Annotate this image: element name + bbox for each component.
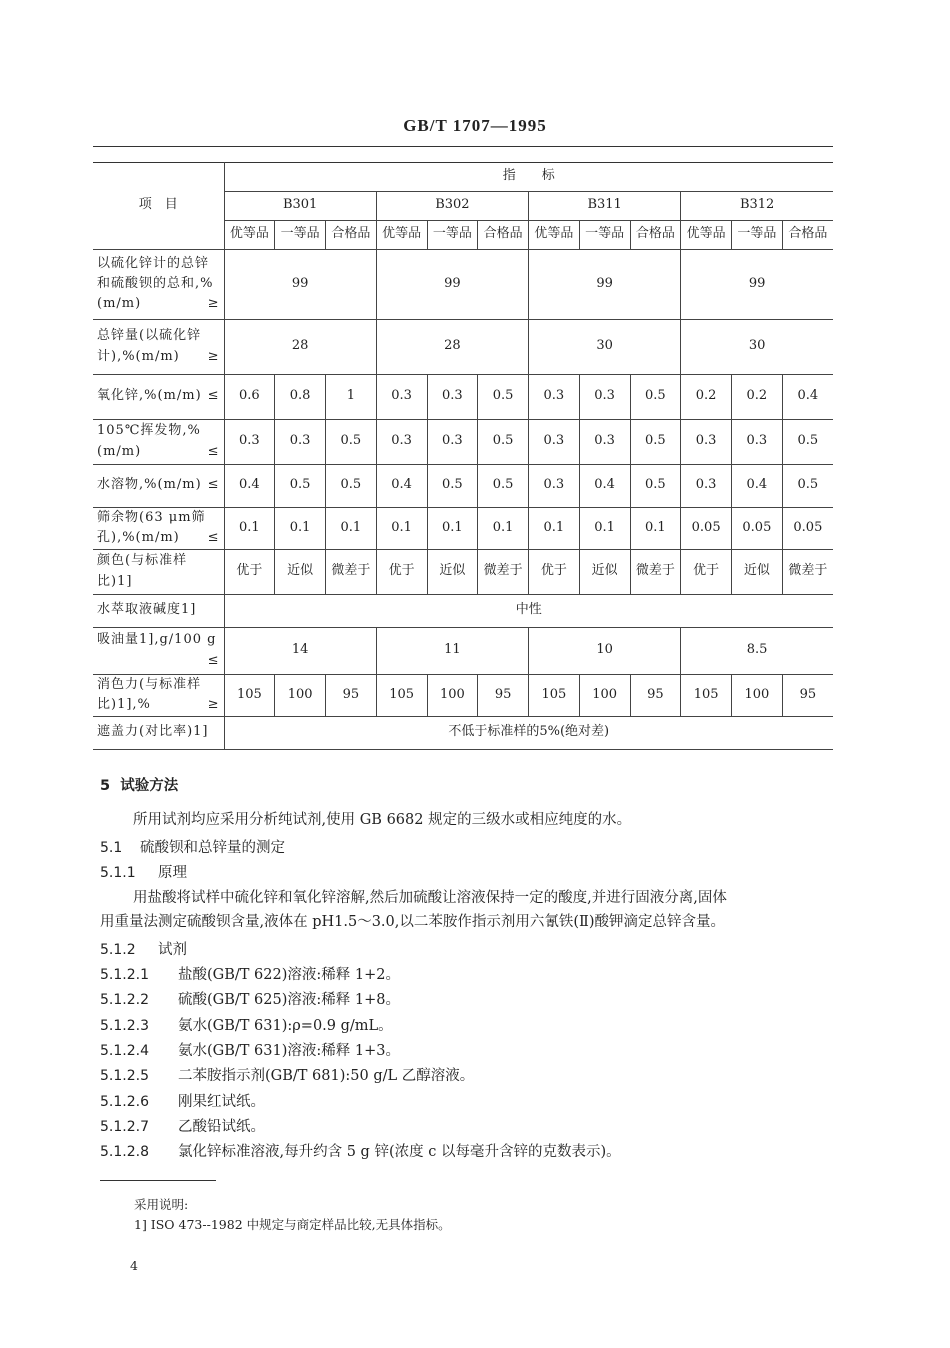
value-cell: 14 — [224, 627, 376, 674]
row-label-text: 总锌量(以硫化锌计),%(m/m) — [97, 328, 202, 364]
principle-line-2: 用重量法测定硫酸钡含量,液体在 pH1.5～3.0,以二苯胺作指示剂用六氰铁(Ⅱ)酸钾滴定总锌含量。 — [100, 914, 726, 930]
value-cell: 0.05 — [782, 507, 833, 549]
table-row — [93, 716, 833, 749]
page-number: 4 — [130, 1258, 138, 1273]
reagent-text: 盐酸(GB/T 622)溶液:稀释 1+2。 — [178, 967, 400, 983]
value-cell: 99 — [224, 249, 376, 319]
section-title: 试验方法 — [120, 778, 179, 794]
reagent-text: 二苯胺指示剂(GB/T 681):50 g/L 乙醇溶液。 — [178, 1068, 475, 1085]
value-cell: 1 — [326, 374, 377, 419]
footnote-text: 1] ISO 473--1982 中规定与商定样品比较,无具体指标。 — [134, 1217, 451, 1232]
principle-line-1: 用盐酸将试样中硫化锌和氧化锌溶解,然后加硫酸让溶液保持一定的酸度,并进行固液分离,固体 — [133, 890, 727, 906]
value-cell: 优于 — [224, 549, 275, 594]
value-cell: 0.1 — [427, 507, 478, 549]
value-cell: 0.4 — [579, 464, 630, 507]
value-cell: 0.2 — [681, 374, 732, 419]
row-label — [93, 249, 224, 319]
subsection-5-1-1 — [100, 861, 187, 882]
limit-sign: ≤ — [207, 443, 220, 459]
row-label — [93, 674, 224, 716]
limit-sign: ≥ — [207, 296, 220, 312]
level-header: 一等品 — [732, 220, 783, 249]
level-header: 优等品 — [681, 220, 732, 249]
value-cell: 0.1 — [224, 507, 275, 549]
value-cell: 95 — [326, 674, 377, 716]
limit-sign: ≥ — [207, 348, 220, 364]
value-cell: 0.5 — [478, 464, 529, 507]
footnote-label: 采用说明: — [134, 1197, 189, 1212]
level-header: 一等品 — [275, 220, 326, 249]
value-cell: 0.4 — [732, 464, 783, 507]
specification-table — [93, 162, 833, 750]
subsection-number: 5.1.2 — [100, 942, 136, 958]
reagent-item — [100, 1039, 400, 1060]
reagent-item — [100, 1014, 393, 1035]
value-cell: 0.3 — [376, 419, 427, 464]
value-cell: 95 — [630, 674, 681, 716]
level-header: 一等品 — [427, 220, 478, 249]
row-label — [93, 319, 224, 374]
reagent-number: 5.1.2.3 — [100, 1017, 149, 1034]
reagent-text: 硫酸(GB/T 625)溶液:稀释 1+8。 — [178, 992, 400, 1009]
row-label — [93, 507, 224, 549]
level-header: 优等品 — [224, 220, 275, 249]
grade-header: B312 — [681, 191, 833, 220]
reagent-item — [100, 1115, 265, 1136]
row-label-text: 筛余物(63 μm筛孔),%(m/m) — [97, 509, 206, 545]
reagent-text: 刚果红试纸。 — [178, 1093, 265, 1110]
value-cell: 105 — [529, 674, 580, 716]
row-label — [93, 716, 224, 749]
subsection-5-1-2 — [100, 938, 187, 959]
row-label-text: 105℃挥发物,%(m/m) — [97, 423, 201, 459]
value-cell: 0.1 — [529, 507, 580, 549]
value-cell: 0.3 — [579, 374, 630, 419]
value-cell: 99 — [681, 249, 833, 319]
value-cell: 0.5 — [478, 419, 529, 464]
value-cell: 105 — [681, 674, 732, 716]
reagent-text: 氯化锌标准溶液,每升约含 5 g 锌(浓度 c 以每毫升含锌的克数表示)。 — [178, 1144, 621, 1161]
value-cell: 0.4 — [782, 374, 833, 419]
level-header: 优等品 — [529, 220, 580, 249]
value-cell: 0.1 — [275, 507, 326, 549]
row-label — [93, 549, 224, 594]
reagent-item — [100, 1140, 621, 1161]
level-header: 合格品 — [782, 220, 833, 249]
value-cell: 0.5 — [427, 464, 478, 507]
grade-header: B311 — [529, 191, 681, 220]
reagent-number: 5.1.2.4 — [100, 1042, 149, 1059]
value-cell: 微差于 — [782, 549, 833, 594]
value-cell: 0.3 — [376, 374, 427, 419]
value-cell: 0.5 — [275, 464, 326, 507]
value-cell: 0.3 — [681, 419, 732, 464]
row-label — [93, 594, 224, 627]
limit-sign: ≤ — [207, 530, 220, 545]
value-cell: 0.4 — [376, 464, 427, 507]
reagent-item — [100, 1064, 474, 1085]
subsection-number: 5.1.1 — [100, 865, 136, 881]
table-row — [93, 549, 833, 594]
level-header: 合格品 — [630, 220, 681, 249]
value-cell: 0.1 — [478, 507, 529, 549]
value-cell: 0.1 — [376, 507, 427, 549]
reagent-text: 氨水(GB/T 631)溶液:稀释 1+3。 — [178, 1042, 400, 1059]
limit-sign: ≤ — [207, 652, 220, 668]
value-cell: 95 — [478, 674, 529, 716]
table-row — [93, 464, 833, 507]
value-cell: 优于 — [376, 549, 427, 594]
row-label-text: 消色力(与标准样比)1],% — [97, 676, 202, 712]
value-cell: 0.3 — [275, 419, 326, 464]
table-row — [93, 594, 833, 627]
value-cell: 0.3 — [529, 464, 580, 507]
value-cell: 10 — [529, 627, 681, 674]
value-cell: 0.3 — [681, 464, 732, 507]
value-cell: 微差于 — [326, 549, 377, 594]
row-label-text: 水萃取液碱度1] — [97, 602, 197, 618]
reagent-item — [100, 988, 400, 1009]
reagent-number: 5.1.2.2 — [100, 992, 149, 1009]
value-cell: 0.3 — [529, 374, 580, 419]
table-row — [93, 507, 833, 549]
value-cell: 30 — [681, 319, 833, 374]
row-label — [93, 374, 224, 419]
value-cell: 99 — [529, 249, 681, 319]
subsection-title: 试剂 — [158, 942, 187, 958]
section-number: 5 — [100, 778, 111, 794]
value-cell: 105 — [376, 674, 427, 716]
reagent-text: 氨水(GB/T 631):ρ=0.9 g/mL。 — [178, 1017, 393, 1034]
value-cell: 优于 — [681, 549, 732, 594]
value-cell: 0.3 — [732, 419, 783, 464]
item-header: 项 目 — [93, 162, 224, 249]
table-row — [93, 627, 833, 674]
value-cell: 0.3 — [224, 419, 275, 464]
level-header: 合格品 — [478, 220, 529, 249]
value-cell: 30 — [529, 319, 681, 374]
value-cell: 0.5 — [630, 374, 681, 419]
value-cell: 0.5 — [326, 464, 377, 507]
value-cell: 100 — [732, 674, 783, 716]
row-label — [93, 627, 224, 674]
subsection-5-1 — [100, 836, 285, 857]
row-label-text: 吸油量1],g/100 g — [97, 632, 217, 648]
value-cell: 中性 — [224, 594, 833, 627]
value-cell: 优于 — [529, 549, 580, 594]
row-label-text: 氧化锌,%(m/m) — [97, 388, 202, 404]
reagent-number: 5.1.2.8 — [100, 1144, 149, 1161]
value-cell: 99 — [376, 249, 528, 319]
value-cell: 11 — [376, 627, 528, 674]
grade-header: B301 — [224, 191, 376, 220]
row-label — [93, 464, 224, 507]
value-cell: 0.1 — [630, 507, 681, 549]
table-row — [93, 249, 833, 319]
value-cell: 0.3 — [579, 419, 630, 464]
value-cell: 100 — [427, 674, 478, 716]
value-cell: 28 — [376, 319, 528, 374]
value-cell: 0.1 — [326, 507, 377, 549]
value-cell: 0.05 — [681, 507, 732, 549]
value-cell: 近似 — [275, 549, 326, 594]
value-cell: 0.1 — [579, 507, 630, 549]
document-title: GB/T 1707—1995 — [403, 116, 547, 135]
value-cell: 0.3 — [529, 419, 580, 464]
value-cell: 0.5 — [782, 419, 833, 464]
value-cell: 100 — [579, 674, 630, 716]
reagent-text: 乙酸铅试纸。 — [178, 1118, 265, 1135]
value-cell: 0.3 — [427, 374, 478, 419]
reagent-item — [100, 1090, 265, 1111]
value-cell: 近似 — [427, 549, 478, 594]
level-header: 优等品 — [376, 220, 427, 249]
row-label-text: 颜色(与标准样比)1] — [97, 553, 188, 589]
section-5-heading — [100, 774, 178, 795]
row-label-text: 水溶物,%(m/m) — [97, 477, 202, 493]
header-rule — [93, 146, 833, 147]
value-cell: 95 — [782, 674, 833, 716]
level-header: 合格品 — [326, 220, 377, 249]
row-label — [93, 419, 224, 464]
row-label-text: 遮盖力(对比率)1] — [97, 724, 209, 740]
value-cell: 0.3 — [427, 419, 478, 464]
intro-paragraph: 所用试剂均应采用分析纯试剂,使用 GB 6682 规定的三级水或相应纯度的水。 — [133, 812, 632, 828]
reagent-number: 5.1.2.7 — [100, 1118, 149, 1135]
reagent-number: 5.1.2.6 — [100, 1093, 149, 1110]
value-cell: 0.8 — [275, 374, 326, 419]
row-label-text: 以硫化锌计的总锌和硫酸钡的总和,%(m/m) — [97, 255, 214, 312]
value-cell: 0.5 — [630, 419, 681, 464]
value-cell: 近似 — [579, 549, 630, 594]
value-cell: 0.5 — [630, 464, 681, 507]
value-cell: 0.4 — [224, 464, 275, 507]
subsection-title: 硫酸钡和总锌量的测定 — [140, 840, 285, 856]
level-header: 一等品 — [579, 220, 630, 249]
grade-header: B302 — [376, 191, 528, 220]
value-cell: 0.5 — [782, 464, 833, 507]
value-cell: 100 — [275, 674, 326, 716]
value-cell: 不低于标准样的5%(绝对差) — [224, 716, 833, 749]
table-row — [93, 319, 833, 374]
limit-sign: ≥ — [207, 697, 220, 712]
reagent-number: 5.1.2.5 — [100, 1068, 149, 1085]
value-cell: 0.05 — [732, 507, 783, 549]
value-cell: 微差于 — [478, 549, 529, 594]
value-cell: 近似 — [732, 549, 783, 594]
value-cell: 微差于 — [630, 549, 681, 594]
value-cell: 28 — [224, 319, 376, 374]
reagent-number: 5.1.2.1 — [100, 967, 149, 983]
limit-sign: ≤ — [207, 388, 220, 404]
subsection-number: 5.1 — [100, 840, 123, 856]
value-cell: 0.5 — [478, 374, 529, 419]
value-cell: 0.2 — [732, 374, 783, 419]
index-header: 指 标 — [224, 162, 833, 191]
value-cell: 105 — [224, 674, 275, 716]
reagent-item — [100, 963, 400, 984]
subsection-title: 原理 — [158, 865, 187, 881]
value-cell: 8.5 — [681, 627, 833, 674]
table-row — [93, 419, 833, 464]
value-cell: 0.5 — [326, 419, 377, 464]
table-row — [93, 674, 833, 716]
table-row — [93, 374, 833, 419]
limit-sign: ≤ — [207, 477, 220, 493]
footnote-rule — [100, 1180, 216, 1181]
value-cell: 0.6 — [224, 374, 275, 419]
